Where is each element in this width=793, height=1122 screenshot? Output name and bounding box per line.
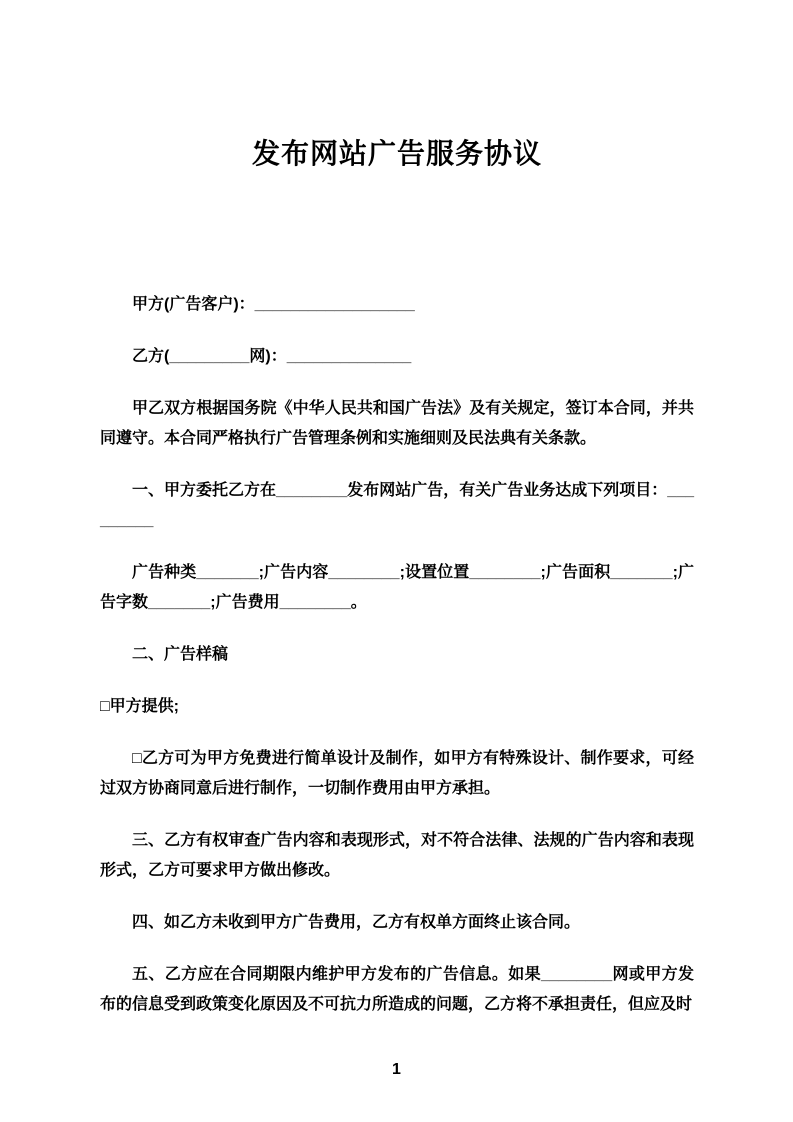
checkbox-icon: □ [100,698,110,715]
clause-1-paragraph: 一、甲方委托乙方在________发布网站广告，有关广告业务达成下列项目：_________ [100,482,694,529]
document-title: 发布网站广告服务协议 [251,138,542,169]
clause-4-paragraph: 四、如乙方未收到甲方广告费用，乙方有权单方面终止该合同。 [132,914,581,931]
clause-2-option-b-text: 乙方可为甲方免费进行简单设计及制作，如甲方有特殊设计、制作要求，可经过双方协商同意后进行制作，一切制作费用由甲方承担。 [100,750,694,797]
party-a-line: 甲方(广告客户)：__________________ [132,296,415,313]
clause-5-paragraph: 五、乙方应在合同期限内维护甲方发布的广告信息。如果________网或甲方发布的信息受到政策变化原因及不可抗力所造成的问题，乙方将不承担责任，但应及时 [100,966,694,1013]
checkbox-icon: □ [132,750,142,767]
clause-2-option-a-text: 甲方提供; [109,698,180,715]
preamble-paragraph: 甲乙双方根据国务院《中华人民共和国广告法》及有关规定，签订本合同，并共同遵守。本合同严格执行广告管理条例和实施细则及民法典有关条款。 [100,400,694,447]
clause-2-heading: 二、广告样稿 [132,646,229,663]
clause-3-paragraph: 三、乙方有权审查广告内容和表现形式，对不符合法律、法规的广告内容和表现形式，乙方可要求甲方做出修改。 [100,832,694,879]
clause-2-option-b [100,744,694,804]
clause-1-details-paragraph: 广告种类_______;广告内容________;设置位置________;广告面积_______;广告字数_______;广告费用________。 [100,564,694,611]
clause-2-option-a [100,692,694,722]
party-b-line: 乙方(_________网)：______________ [132,348,412,365]
page-number: 1 [392,1061,401,1078]
